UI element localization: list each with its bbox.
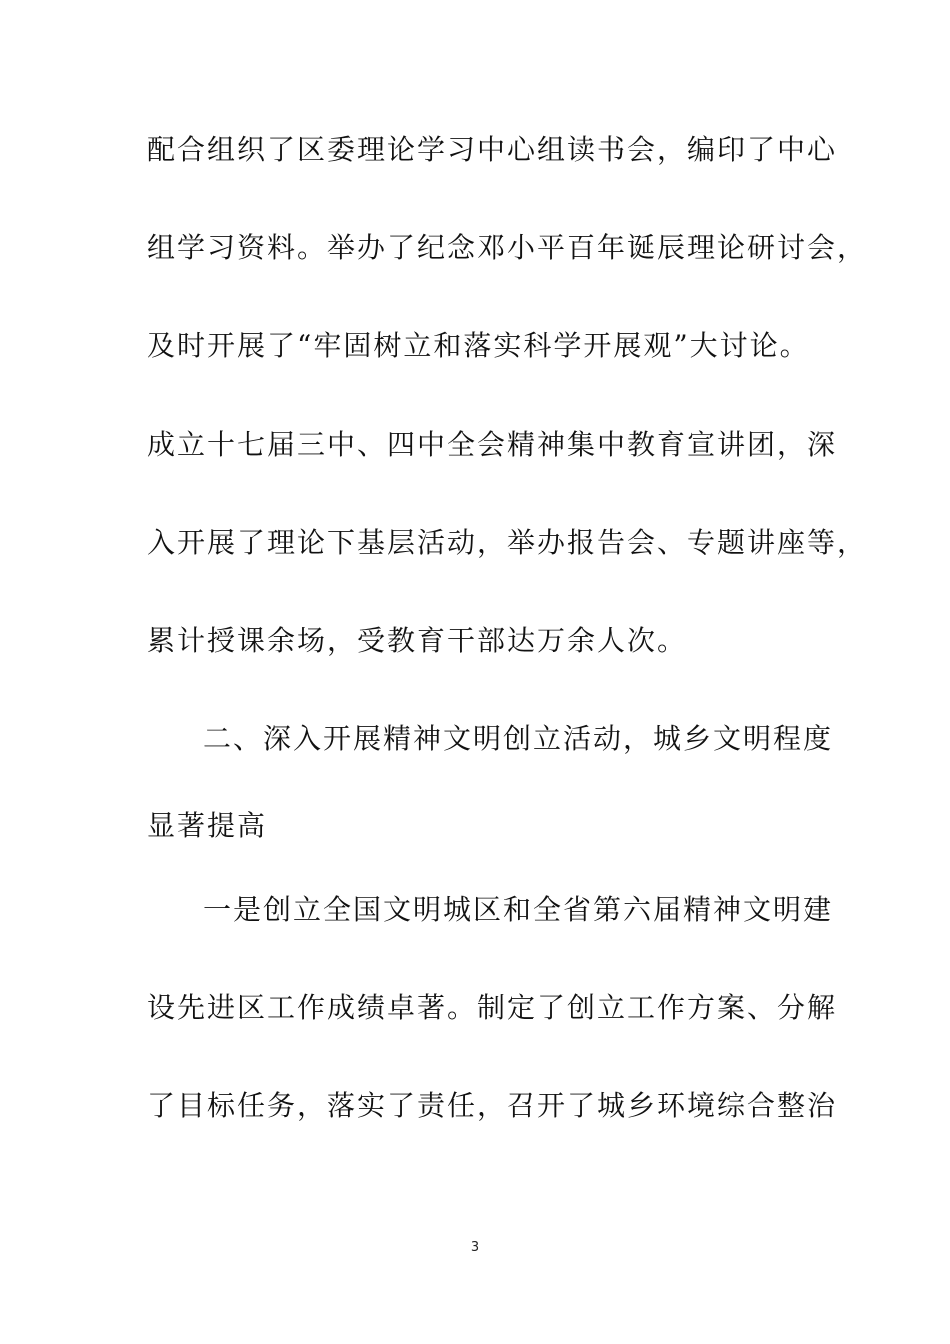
text-line-10: 设先进区工作成绩卓著。制定了创立工作方案、分解 [147, 991, 838, 1024]
text-line-1: 配合组织了区委理论学习中心组读书会，编印了中心 [147, 133, 838, 166]
text-line-5: 入开展了理论下基层活动，举办报告会、专题讲座等， [147, 526, 868, 559]
text-line-2: 组学习资料。举办了纪念邓小平百年诞辰理论研讨会， [147, 231, 868, 264]
text-line-9: 一是创立全国文明城区和全省第六届精神文明建 [203, 893, 834, 926]
text-line-4: 成立十七届三中、四中全会精神集中教育宣讲团，深 [147, 428, 838, 461]
page-number: 3 [470, 1240, 480, 1255]
text-line-3: 及时开展了“牢固树立和落实科学开展观”大讨论。 [147, 329, 810, 362]
section-heading-line-2: 显著提高 [147, 809, 268, 842]
text-line-11: 了目标任务，落实了责任，召开了城乡环境综合整治 [147, 1089, 838, 1122]
text-line-6: 累计授课余场，受教育干部达万余人次。 [147, 624, 688, 657]
section-heading-line-1: 二、深入开展精神文明创立活动，城乡文明程度 [203, 722, 834, 755]
